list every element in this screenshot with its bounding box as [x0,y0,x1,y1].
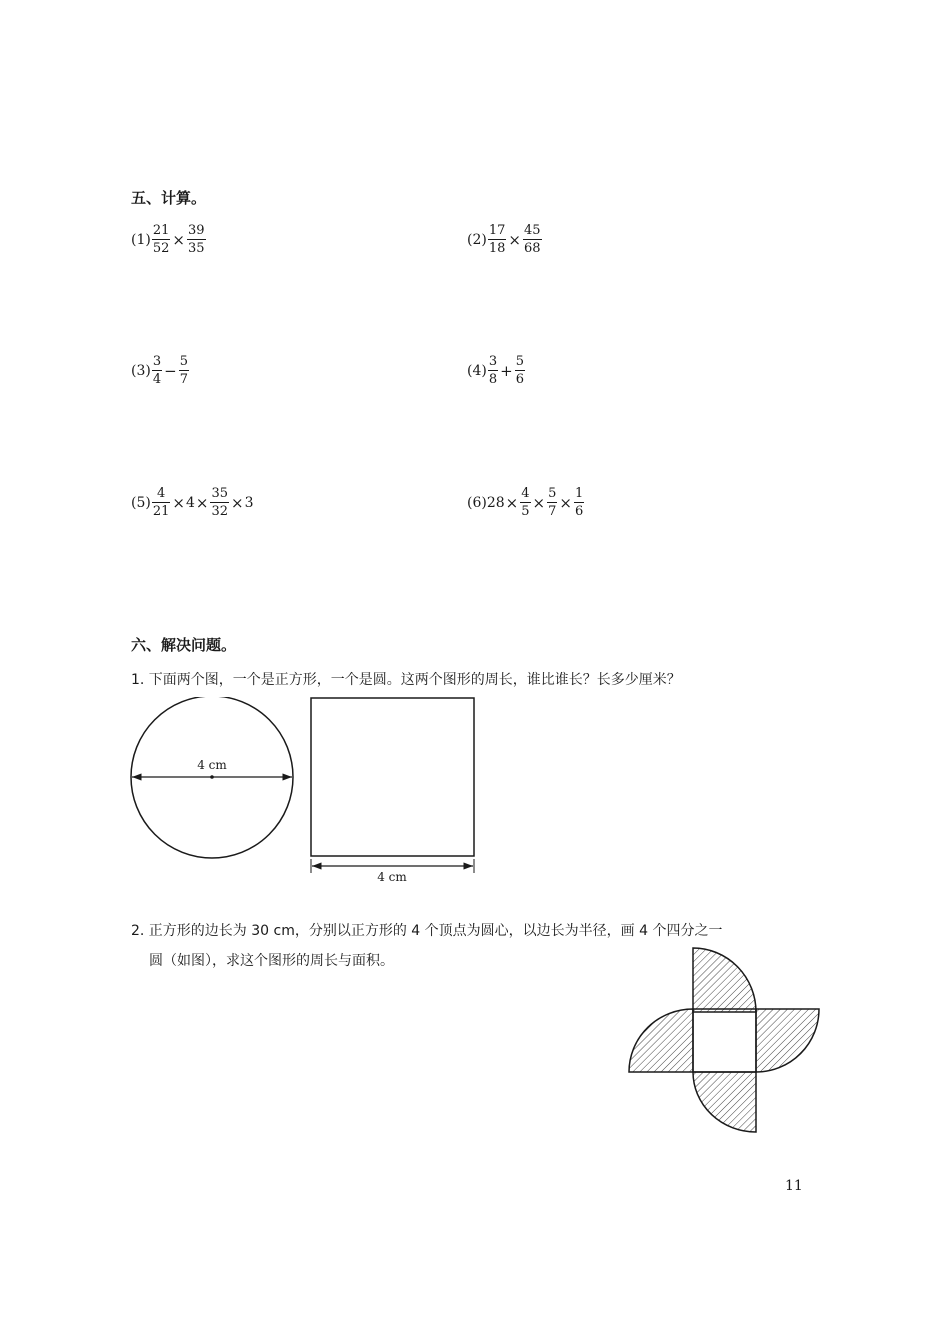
square-figure [308,695,478,885]
operator: × [231,493,244,512]
quarter-circle-left [629,1009,693,1072]
section-5-title: 五、计算。 [131,189,207,207]
fraction: $\frac{4}{21}$ [152,486,170,519]
problem-5 [131,487,254,518]
center-square [693,1009,756,1072]
fraction: $\frac{17}{18}$ [488,223,506,256]
operator: × [195,493,209,512]
square-shape [311,698,474,856]
fraction: $\frac{5}{7}$ [548,486,557,519]
fraction: $\frac{1}{6}$ [574,486,584,519]
integer-term: 28 [486,494,505,511]
fraction: $\frac{5}{6}$ [515,354,524,387]
problem-2 [467,224,543,255]
quarter-circle-bottom [693,1072,756,1132]
fraction: $\frac{35}{32}$ [211,486,229,519]
quarter-circle-right [756,1009,819,1072]
problem-label: (2) [467,231,487,248]
pinwheel-figure [625,945,820,1140]
quarter-circle-top [693,948,756,1012]
problem-label: (5) [131,494,151,511]
center-point [210,775,214,779]
operator: × [559,493,572,512]
operator: × [172,230,185,249]
integer-term: 4 [185,494,195,511]
problem-label: (4) [467,362,487,379]
question-2-line-2: 圆（如图），求这个图形的周长与面积。 [149,953,394,969]
question-2-line-1: 2. 正方形的边长为 30 cm，分别以正方形的 4 个顶点为圆心，以边长为半径，画 4 个四分之一 [131,923,723,939]
problem-label: (1) [131,231,151,248]
circle-diameter-label: 4 cm [197,758,227,772]
problem-3 [131,355,190,386]
problem-4 [467,355,526,386]
fraction: $\frac{4}{5}$ [521,486,530,519]
fraction: $\frac{39}{35}$ [187,223,205,256]
fraction: $\frac{3}{8}$ [488,354,498,387]
circle-figure [128,697,298,862]
fraction: $\frac{21}{52}$ [152,223,170,256]
integer-term: 3 [244,494,254,511]
fraction: $\frac{5}{7}$ [179,354,188,387]
section-6-title: 六、解决问题。 [131,636,237,654]
square-side-label: 4 cm [377,870,407,884]
problem-6 [467,487,585,518]
problem-1 [131,224,207,255]
problem-label: (6) [467,494,487,511]
operator: − [164,361,177,380]
operator: × [508,230,521,249]
page-number: 11 [785,1178,803,1194]
problem-label: (3) [131,362,151,379]
fraction: $\frac{3}{4}$ [152,354,162,387]
operator: × [172,493,185,512]
operator: × [505,493,519,512]
operator: × [532,493,546,512]
operator: + [500,361,513,380]
fraction: $\frac{45}{68}$ [523,223,541,256]
question-1-text: 1. 下面两个图，一个是正方形，一个是圆。这两个图形的周长，谁比谁长？长多少厘米？ [131,672,681,688]
